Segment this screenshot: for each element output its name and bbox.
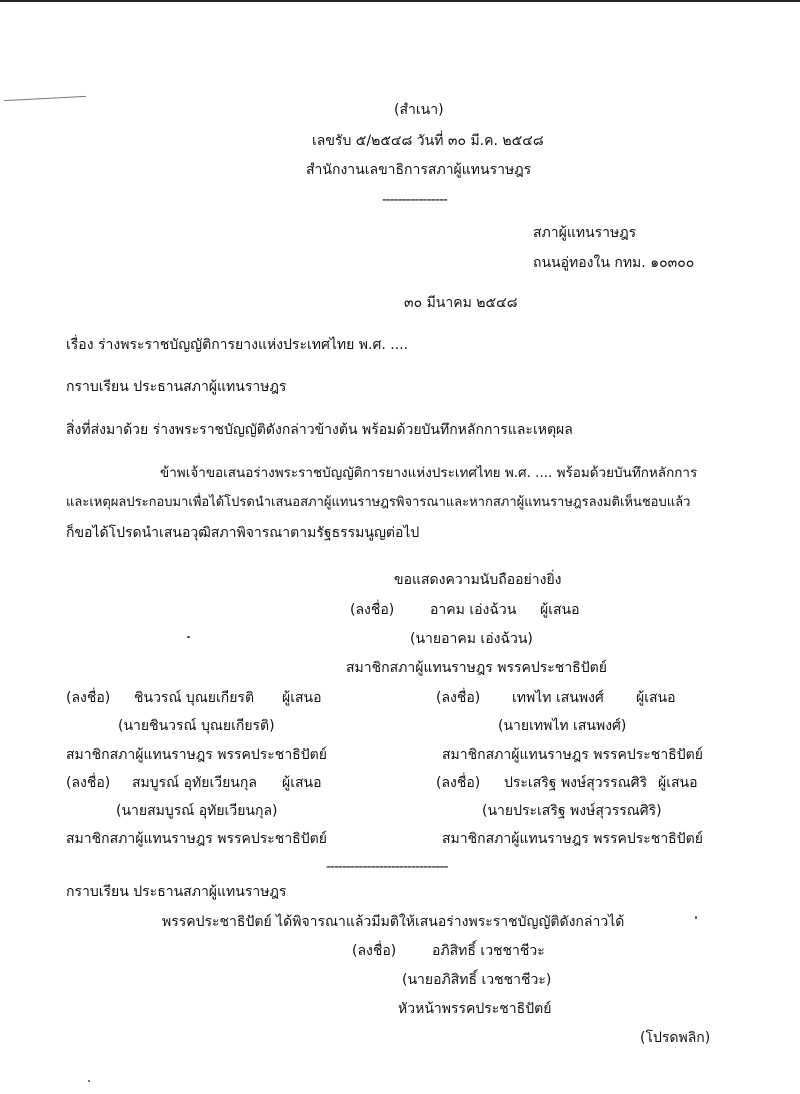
main-signer-name: อาคม เอ่งฉ้วน: [430, 602, 517, 618]
body-line-3: ก็ขอได้โปรดนำเสนอวุฒิสภาพิจารณาตามรัฐธรรมนูญต่อไป: [66, 525, 420, 541]
right2-signer-role: ผู้เสนอ: [658, 775, 698, 791]
left1-sign-label: (ลงชื่อ): [66, 690, 111, 706]
right2-signer-full-name: (นายประเสริฐ พงษ์สุวรรณศิริ): [482, 803, 662, 819]
right1-signer-position: สมาชิกสภาผู้แทนราษฎร พรรคประชาธิปัตย์: [442, 747, 703, 763]
left1-signer-position: สมาชิกสภาผู้แทนราษฎร พรรคประชาธิปัตย์: [66, 747, 327, 763]
scan-top-edge: [0, 0, 800, 2]
right1-signer-name: เทพไท เสนพงศ์: [512, 690, 604, 706]
right1-signer-full-name: (นายเทพไท เสนพงศ์): [498, 718, 627, 734]
section-divider: ------------------------------: [326, 859, 448, 875]
body-line-1: ข้าพเจ้าขอเสนอร่างพระราชบัญญัติการยางแห่งประเทศไทย พ.ศ. .... พร้อมด้วยบันทึกหลักการ: [160, 465, 698, 481]
right2-signer-position: สมาชิกสภาผู้แทนราษฎร พรรคประชาธิปัตย์: [442, 831, 703, 847]
subject-line: เรื่อง ร่างพระราชบัญญัติการยางแห่งประเทศไทย พ.ศ. ....: [66, 337, 409, 353]
endorsement-signer-position: หัวหน้าพรรคประชาธิปัตย์: [398, 1001, 552, 1017]
salutation-line: กราบเรียน ประธานสภาผู้แทนราษฎร: [66, 379, 287, 395]
endorsement-statement: พรรคประชาธิปัตย์ ได้พิจารณาแล้วมีมติให้เสนอร่างพระราชบัญญัติดังกล่าวได้: [162, 914, 625, 930]
endorsement-salutation: กราบเรียน ประธานสภาผู้แทนราษฎร: [66, 884, 287, 900]
right2-signer-name: ประเสริฐ พงษ์สุวรรณศิริ: [504, 775, 648, 791]
office-name: สำนักงานเลขาธิการสภาผู้แทนราษฎร: [306, 162, 532, 178]
main-signer-role: ผู้เสนอ: [540, 602, 580, 618]
left1-signer-name: ชินวรณ์ บุณยเกียรติ: [134, 690, 255, 706]
scan-margin-mark: [4, 96, 86, 101]
scan-speck: [695, 916, 697, 919]
right1-sign-label: (ลงชื่อ): [436, 690, 481, 706]
endorsement-sign-label: (ลงชื่อ): [352, 943, 397, 959]
right2-sign-label: (ลงชื่อ): [436, 775, 481, 791]
address-line-2: ถนนอู่ทองใน กทม. ๑๐๓๐๐: [533, 255, 695, 271]
copy-label: (สำเนา): [394, 102, 444, 118]
main-signer-position: สมาชิกสภาผู้แทนราษฎร พรรคประชาธิปัตย์: [346, 660, 607, 676]
main-sign-label: (ลงชื่อ): [350, 602, 395, 618]
scan-speck: [88, 1080, 90, 1082]
receipt-line: เลขรับ ๕/๒๕๔๘ วันที่ ๓๐ มี.ค. ๒๕๔๘: [312, 133, 544, 149]
letter-date: ๓๐ มีนาคม ๒๕๔๘: [404, 295, 518, 311]
turn-over-note: (โปรดพลิก): [640, 1030, 711, 1046]
left2-signer-full-name: (นายสมบูรณ์ อุทัยเวียนกุล): [116, 803, 278, 819]
left1-signer-role: ผู้เสนอ: [282, 690, 322, 706]
endorsement-signer-full-name: (นายอภิสิทธิ์ เวชชาชีวะ): [402, 972, 552, 988]
main-signer-full-name: (นายอาคม เอ่งฉ้วน): [410, 631, 533, 647]
left1-signer-full-name: (นายชินวรณ์ บุณยเกียรติ): [118, 718, 275, 734]
header-divider: ----------------: [382, 192, 447, 208]
left2-signer-role: ผู้เสนอ: [282, 775, 322, 791]
left2-signer-name: สมบูรณ์ อุทัยเวียนกุล: [132, 775, 257, 791]
right1-signer-role: ผู้เสนอ: [636, 690, 676, 706]
address-line-1: สภาผู้แทนราษฎร: [533, 225, 637, 241]
left2-sign-label: (ลงชื่อ): [66, 775, 111, 791]
scan-speck: [187, 636, 190, 638]
closing-line: ขอแสดงความนับถืออย่างยิ่ง: [394, 572, 562, 588]
body-line-2: และเหตุผลประกอบมาเพื่อได้โปรดนำเสนอสภาผู้แทนราษฎรพิจารณาและหากสภาผู้แทนราษฎรลงมติเห็นชอบแล้ว: [66, 495, 691, 510]
enclosure-line: สิ่งที่ส่งมาด้วย ร่างพระราชบัญญัติดังกล่าวข้างต้น พร้อมด้วยบันทึกหลักการและเหตุผล: [66, 422, 573, 438]
endorsement-signer-name: อภิสิทธิ์ เวชชาชีวะ: [432, 943, 545, 959]
left2-signer-position: สมาชิกสภาผู้แทนราษฎร พรรคประชาธิปัตย์: [66, 831, 327, 847]
